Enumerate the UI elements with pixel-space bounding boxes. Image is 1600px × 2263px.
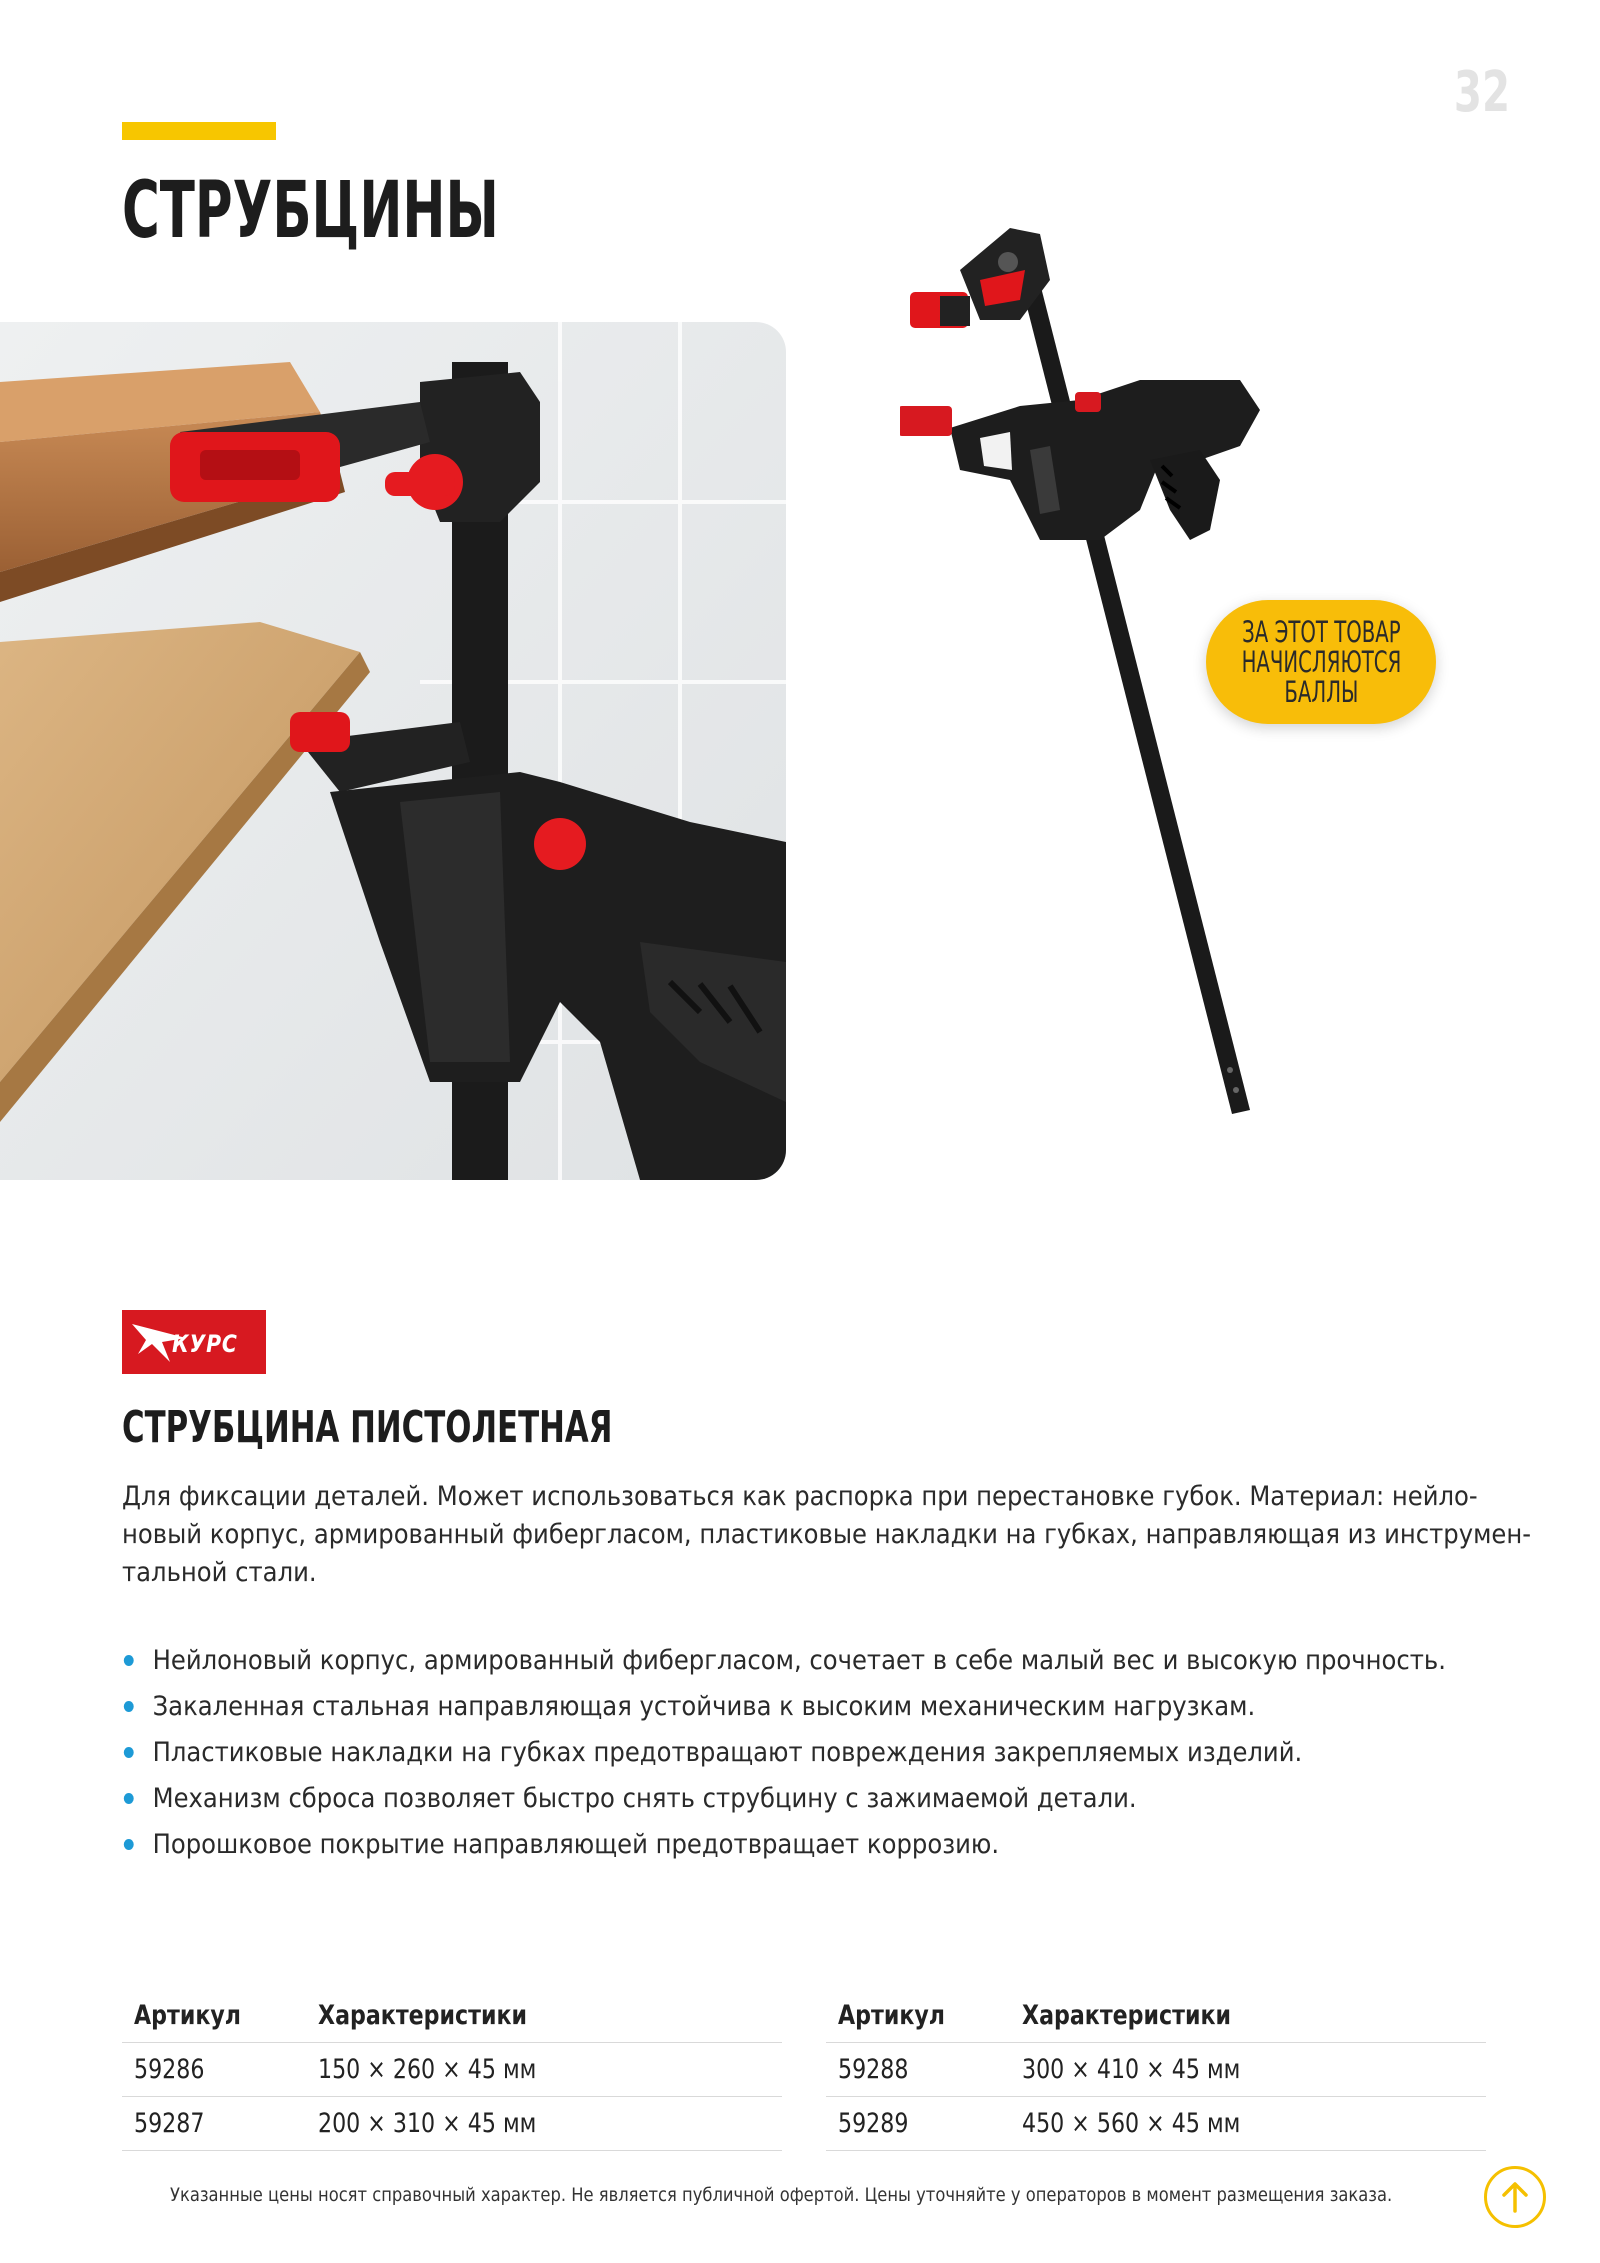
description-line: новый корпус, армированный фибергласом, пластиковые накладки на губках, направляющая из инструмен- — [122, 1519, 1532, 1550]
bullet-dot-icon — [124, 1655, 134, 1666]
bullet-dot-icon — [124, 1701, 134, 1712]
clamp-usage-illustration — [0, 322, 786, 1180]
product-description — [122, 1478, 1532, 1592]
description-line: Для фиксации деталей. Может использоваться как распорка при перестановке губок. Материал: нейло- — [122, 1481, 1478, 1512]
spec-cell: 150 × 260 × 45 мм — [306, 2042, 782, 2096]
spec-table-right — [826, 1990, 1486, 2151]
clamp-usage-photo — [0, 322, 786, 1180]
bullet-dot-icon — [124, 1839, 134, 1850]
table-row — [826, 2096, 1486, 2150]
article-cell: 59289 — [826, 2096, 1010, 2150]
page-title: СТРУБЦИНЫ — [122, 166, 499, 256]
brand-name: КУРС — [172, 1330, 238, 1358]
article-cell: 59287 — [122, 2096, 306, 2150]
feature-list — [122, 1638, 1446, 1868]
table-row — [122, 2096, 782, 2150]
feature-text: Нейлоновый корпус, армированный фибергласом, сочетает в себе малый вес и высокую прочность. — [152, 1645, 1446, 1676]
feature-text: Порошковое покрытие направляющей предотвращает коррозию. — [152, 1829, 1000, 1860]
column-header-article: Артикул — [838, 2000, 946, 2032]
title-accent-bar — [122, 122, 276, 140]
arrow-up-icon — [1501, 2181, 1529, 2213]
column-header-specs: Характеристики — [1022, 2000, 1232, 2032]
feature-item — [122, 1776, 1355, 1822]
table-header-row — [826, 1990, 1486, 2042]
column-header-article: Артикул — [134, 2000, 242, 2032]
feature-item — [122, 1684, 1355, 1730]
spec-table-left — [122, 1990, 782, 2151]
points-badge — [1206, 600, 1436, 724]
feature-item — [122, 1638, 1446, 1684]
spec-cell: 300 × 410 × 45 мм — [1010, 2042, 1486, 2096]
product-title: СТРУБЦИНА ПИСТОЛЕТНАЯ — [122, 1402, 613, 1453]
price-disclaimer: Указанные цены носят справочный характер. Не является публичной офертой. Цены уточняйте у операторов в момент размещения заказа. — [170, 2184, 1393, 2206]
description-line: тальной стали. — [122, 1557, 317, 1588]
points-badge-text: ЗА ЭТОТ ТОВАР НАЧИСЛЯЮТСЯ БАЛЛЫ — [1241, 615, 1401, 709]
spec-cell: 200 × 310 × 45 мм — [306, 2096, 782, 2150]
article-cell: 59286 — [122, 2042, 306, 2096]
table-row — [826, 2042, 1486, 2096]
bullet-dot-icon — [124, 1793, 134, 1804]
bullet-dot-icon — [124, 1747, 134, 1758]
spec-cell: 450 × 560 × 45 мм — [1010, 2096, 1486, 2150]
column-header-specs: Характеристики — [318, 2000, 528, 2032]
feature-text: Пластиковые накладки на губках предотвращают повреждения закрепляемых изделий. — [152, 1737, 1303, 1768]
table-header-row — [122, 1990, 782, 2042]
article-cell: 59288 — [826, 2042, 1010, 2096]
table-row — [122, 2042, 782, 2096]
feature-item — [122, 1730, 1355, 1776]
feature-text: Закаленная стальная направляющая устойчива к высоким механическим нагрузкам. — [152, 1691, 1256, 1722]
feature-text: Механизм сброса позволяет быстро снять струбцину с зажимаемой детали. — [152, 1783, 1137, 1814]
scroll-to-top-button[interactable] — [1484, 2166, 1546, 2228]
feature-item — [122, 1822, 1355, 1868]
brand-logo — [122, 1310, 266, 1374]
page-number: 32 — [1453, 60, 1510, 125]
